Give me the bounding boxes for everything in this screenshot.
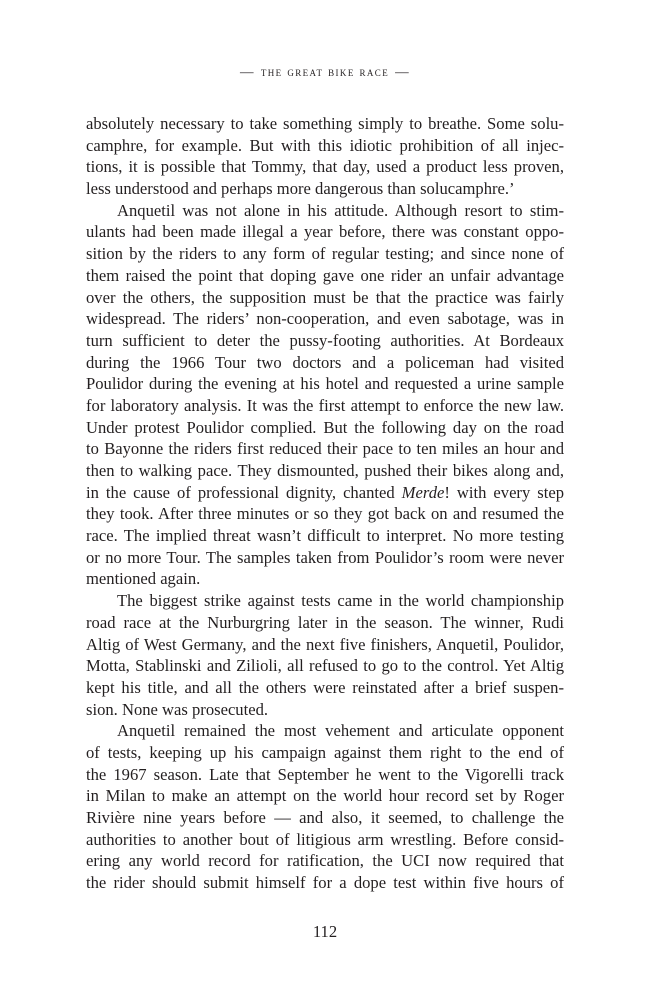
text-line: race. The implied threat wasn’t difficult to interpret. No more testing (86, 526, 564, 546)
text-line: turn sufficient to deter the pussy-footing authorities. At Bordeaux (86, 330, 564, 350)
text-line: Anquetil was not alone in his attitude. Although resort to stim- (117, 200, 564, 220)
page-number: 112 (312, 922, 338, 941)
text-line: them raised the point that doping gave one rider an unfair advantage (86, 265, 564, 285)
text-line: over the others, the supposition must be that the practice was fairly (86, 287, 564, 307)
running-head (0, 64, 650, 80)
text-line: the 1967 season. Late that September he went to the Vigorelli track (86, 764, 564, 784)
text-line: in Milan to make an attempt on the world hour record set by Roger (86, 786, 564, 806)
text-line: Altig of West Germany, and the next five finishers, Anquetil, Poulidor, (86, 634, 564, 654)
text-line: less understood and perhaps more dangerous than solucamphre.’ (86, 179, 515, 199)
running-head-dash-right: — (395, 64, 411, 79)
text-line: Under protest Poulidor complied. But the following day on the road (86, 417, 564, 437)
running-head-title: the great bike race (260, 64, 390, 79)
text-line: then to walking pace. They dismounted, pushed their bikes along and, (86, 461, 564, 480)
text-line: sion. None was prosecuted. (86, 699, 269, 719)
text-line: Anquetil remained the most vehement and articulate opponent (117, 721, 564, 741)
text-line: absolutely necessary to take something simply to breathe. Some solu- (86, 114, 564, 133)
text-line: camphre, for example. But with this idiotic prohibition of all injec- (86, 135, 564, 155)
text-line: mentioned again. (86, 569, 201, 589)
italic-word: Merde (401, 482, 445, 502)
text-segment: in the cause of professional dignity, chanted (86, 482, 402, 502)
text-line: Poulidor during the evening at his hotel and requested a urine sample (86, 374, 564, 394)
text-line: to Bayonne the riders first reduced their pace to ten miles an hour and (86, 439, 564, 459)
text-line: ering any world record for ratification, the UCI now required that (86, 851, 564, 871)
text-line: tions, it is possible that Tommy, that day, used a product less proven, (86, 157, 564, 177)
text-line: road race at the Nurburgring later in the season. The winner, Rudi (86, 612, 564, 632)
text-line: of tests, keeping up his campaign against them right to the end of (86, 742, 564, 762)
text-line: Motta, Stablinski and Zilioli, all refused to go to the control. Yet Altig (86, 656, 564, 676)
body-text (86, 113, 564, 894)
text-line: The biggest strike against tests came in the world championship (117, 591, 564, 611)
text-line: Rivière nine years before — and also, it seemed, to challenge the (86, 808, 564, 827)
text-line: during the 1966 Tour two doctors and a policeman had visited (86, 352, 564, 372)
text-line: or no more Tour. The samples taken from Poulidor’s room were never (86, 547, 564, 567)
text-line: sition by the riders to any form of regular testing; and since none of (86, 244, 564, 264)
text-line: ulants had been made illegal a year before, there was constant oppo- (86, 222, 564, 242)
text-line: they took. After three minutes or so they got back on and resumed the (86, 504, 564, 524)
text-line-with-italic (86, 482, 564, 504)
text-line: widespread. The riders’ non-cooperation, and even sabotage, was in (86, 309, 564, 329)
text-line: for laboratory analysis. It was the first attempt to enforce the new law. (86, 395, 564, 415)
text-line: the rider should submit himself for a dope test within five hours of (86, 873, 564, 893)
text-line: authorities to another bout of litigious arm wrestling. Before consid- (86, 829, 564, 849)
text-line: kept his title, and all the others were reinstated after a brief suspen- (86, 677, 564, 697)
running-head-dash-left: — (239, 64, 255, 79)
text-segment: ! with every step (444, 482, 564, 502)
